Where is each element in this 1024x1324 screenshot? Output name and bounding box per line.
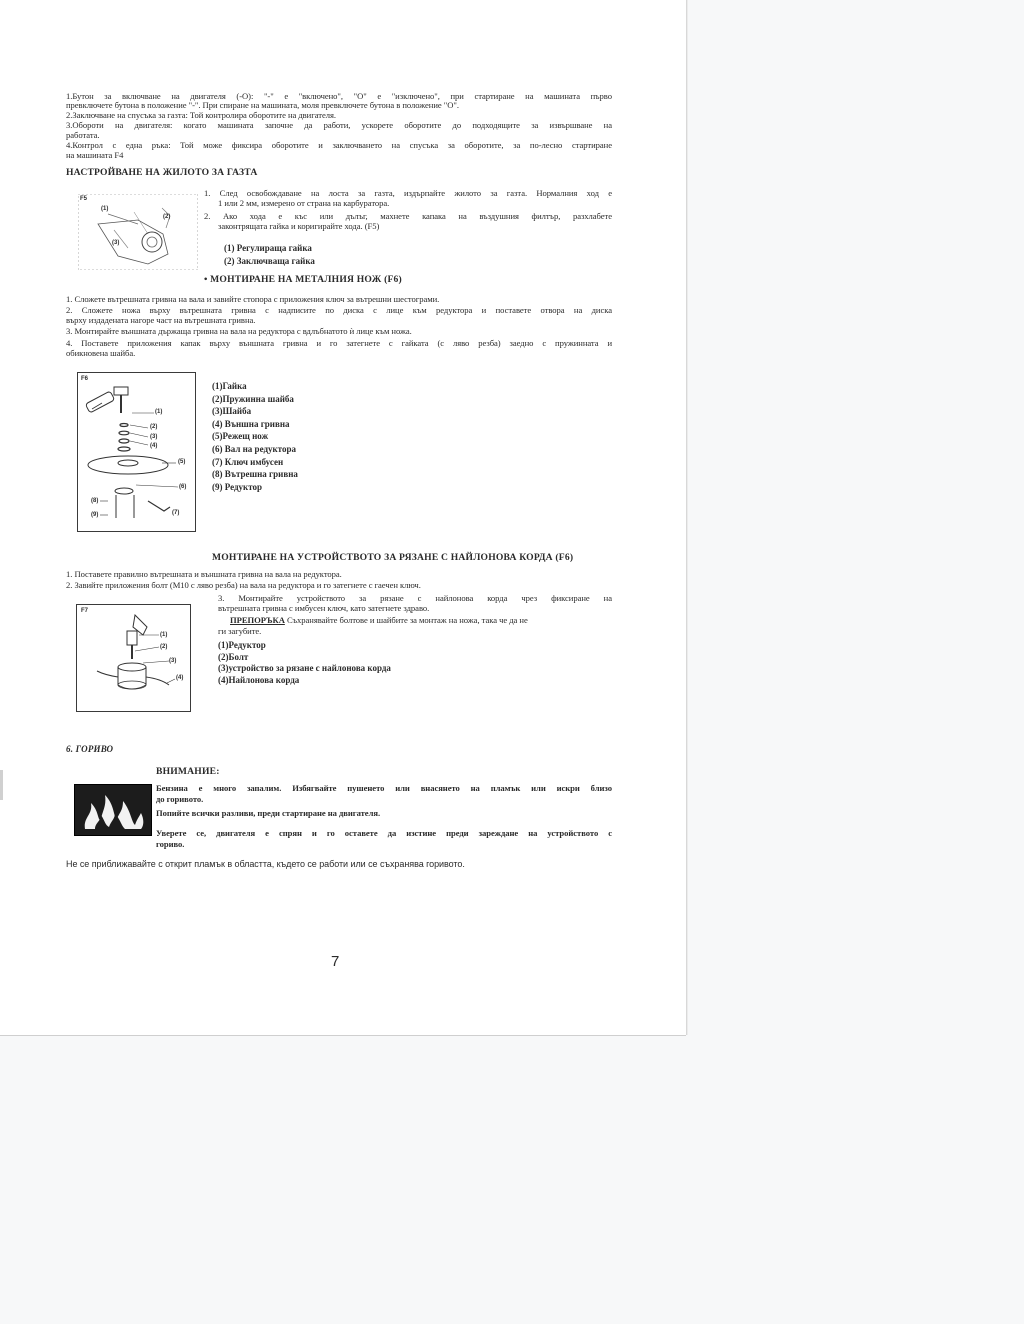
figure-f7-label: F7 — [81, 608, 89, 614]
legend-item: (6) Вал на редуктора — [212, 443, 296, 454]
page-edge — [0, 1035, 686, 1036]
blade-heading: • МОНТИРАНЕ НА МЕТАЛНИЯ НОЖ (F6) — [204, 274, 402, 285]
legend-item: (3)устройство за рязане с найлонова корда — [218, 663, 391, 673]
flame-icon — [75, 785, 151, 835]
intro-item-4-line2: на машината F4 — [66, 150, 124, 160]
callout-4: (4) — [176, 675, 184, 681]
legend-item: (2)Болт — [218, 651, 249, 662]
blade-assembly-illustration — [78, 373, 195, 531]
throttle-step-2-line2: законтрящата гайка и коригирайте хода. (F5) — [218, 221, 380, 231]
nylon-recommendation-line2: ги загубите. — [218, 626, 262, 636]
legend-item: (8) Вътрешна гривна — [212, 469, 298, 480]
callout-9: (9) — [91, 512, 99, 518]
legend-item: (7) Ключ имбусен — [212, 456, 284, 467]
callout-1: (1) — [101, 206, 109, 212]
intro-item-2: 2.Заключване на спусъка за газта: Той контролира оборотите на двигателя. — [66, 110, 336, 120]
intro-item-4-line1: 4.Контрол с една ръка: Той може фиксира оборотите и заключването на спусъка за оборотите, за по-лесно стартиране — [66, 140, 612, 150]
nylon-recommendation — [230, 615, 612, 625]
intro-item-1-line1: 1.Бутон за включване на двигателя (-О): "-" е "включено", "О" е "изключено", при стартиране на машината първо — [66, 91, 612, 101]
fuel-footer-note: Не се приближавайте с открит пламък в областта, където се работи или се съхранява горивото. — [66, 859, 465, 869]
legend-item: (2)Пружинна шайба — [212, 393, 294, 404]
fire-warning-icon — [74, 784, 152, 836]
throttle-legend — [224, 242, 315, 267]
callout-8: (8) — [91, 498, 99, 504]
figure-f6 — [77, 372, 196, 532]
legend-item: (4) Външна гривна — [212, 418, 290, 429]
throttle-step-1-line2: 1 или 2 мм, измерено от страна на карбуратора. — [218, 198, 390, 208]
callout-2: (2) — [163, 214, 171, 220]
callout-6: (6) — [179, 484, 187, 490]
nylon-step-2: 2. Завийте приложения болт (М10 с ляво резба) на вала на редуктора и го затегнете с гаечен ключ. — [66, 580, 421, 590]
blade-step-4-line2: обикновена шайба. — [66, 348, 136, 358]
callout-3: (3) — [112, 240, 120, 246]
blade-step-4-line1: 4. Поставете приложения капак върху външната гривна и го затегнете с гайката (с ляво резба) заедно с пружинната и — [66, 338, 612, 348]
blade-legend — [212, 380, 298, 493]
nylon-step-1: 1. Поставете правилно вътрешната и външната гривна на вала на редуктора. — [66, 569, 342, 579]
figure-f6-label: F6 — [81, 376, 89, 382]
callout-7: (7) — [172, 510, 180, 516]
recommendation-label: ПРЕПОРЪКА — [230, 615, 285, 625]
legend-item: (5)Режещ нож — [212, 431, 269, 442]
callout-4: (4) — [150, 443, 158, 449]
throttle-step-1-line1: 1. След освобождаване на лоста за газта, издърпайте жилото за газта. Нормалния ход е — [204, 188, 612, 198]
blade-step-2-line2: върху издадената нагоре част на вътрешната гривна. — [66, 315, 256, 325]
throttle-heading: НАСТРОЙВАНЕ НА ЖИЛОТО ЗА ГАЗТА — [66, 167, 258, 178]
nylon-heading: МОНТИРАНЕ НА УСТРОЙСТВОТО ЗА РЯЗАНЕ С НАЙЛОНОВА КОРДА (F6) — [212, 552, 574, 563]
throttle-step-2-line1: 2. Ако хода е къс или дълъг, махнете капака на въздушния филтър, разхлабете — [204, 211, 612, 221]
blade-step-1: 1. Сложете вътрешната гривна на вала и завийте стопора с приложения ключ за вътрешни шестограми. — [66, 294, 440, 304]
legend-item: (9) Редуктор — [212, 481, 263, 492]
callout-5: (5) — [178, 459, 186, 465]
nylon-legend — [218, 640, 391, 686]
nylon-step-3-line2: вътрешната гривна с имбусен ключ, като затегнете здраво. — [218, 603, 430, 613]
intro-item-1-line2: превключете бутона в положение "-". При спиране на машината, моля превключете бутона в положение "О". — [66, 100, 459, 110]
callout-1: (1) — [160, 632, 168, 638]
figure-f7 — [76, 604, 191, 712]
nylon-step-3-line1: 3. Монтирайте устройството за рязане с найлонова корда чрез фиксиране на — [218, 593, 612, 603]
warning-3-line2: гориво. — [156, 839, 185, 849]
legend-item: (4)Найлонова корда — [218, 674, 300, 685]
warning-3-line1: Уверете се, двигателя е спрян и го оставете да изстине преди зареждане на устройството с — [156, 828, 612, 838]
warning-1-line1: Бензина е много запалим. Избягвайте пушенето или внасянето на пламък или искри близо — [156, 783, 612, 793]
legend-item: (3)Шайба — [212, 406, 252, 417]
callout-2: (2) — [160, 644, 168, 650]
legend-item: (1)Редуктор — [218, 640, 266, 650]
callout-3: (3) — [150, 434, 158, 440]
legend-item: (1) Регулираща гайка — [224, 243, 312, 253]
blade-step-3: 3. Монтирайте външната държаща гривна на вала на редуктора с вдлъбнатото ѝ лице към ножа. — [66, 326, 412, 336]
warning-2: Попийте всички разливи, преди стартиране на двигателя. — [156, 808, 381, 818]
callout-3: (3) — [169, 658, 177, 664]
fuel-heading: 6. ГОРИВО — [66, 744, 114, 754]
fold-mark — [0, 770, 3, 800]
warning-title: ВНИМАНИЕ: — [156, 766, 220, 777]
throttle-adjust-illustration — [78, 194, 198, 270]
figure-f5-label: F5 — [80, 196, 88, 202]
blade-step-2-line1: 2. Сложете ножа върху вътрешната гривна с надписите по диска с лице към редуктора и поставете отвора на диска — [66, 305, 612, 315]
callout-1: (1) — [155, 409, 163, 415]
legend-item: (2) Заключваща гайка — [224, 255, 315, 266]
warning-1-line2: до горивото. — [156, 794, 204, 804]
figure-f5 — [77, 193, 199, 271]
intro-item-3-line2: работата. — [66, 130, 100, 140]
page-number: 7 — [331, 953, 340, 970]
intro-item-3-line1: 3.Обороти на двигателя: когато машината започне да работи, ускорете оборотите до подходящите за извършване на — [66, 120, 612, 130]
recommendation-text: Съхранявайте болтове и шайбите за монтаж на ножа, така че да не — [284, 615, 528, 625]
callout-2: (2) — [150, 424, 158, 430]
legend-item: (1)Гайка — [212, 381, 247, 391]
